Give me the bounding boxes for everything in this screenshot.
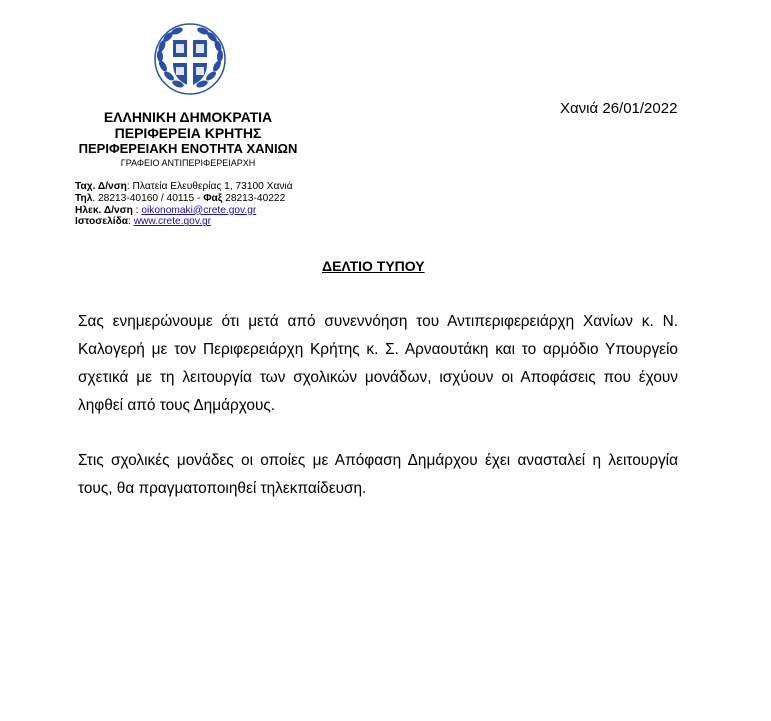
document-date: Χανιά 26/01/2022 — [560, 100, 678, 117]
org-line-region: ΠΕΡΙΦΕΡΕΙΑ ΚΡΗΤΗΣ — [114, 125, 262, 141]
website-separator: : — [128, 216, 134, 228]
contact-block — [75, 181, 310, 228]
address-label: Ταχ. Δ/νση — [75, 181, 127, 192]
phone-value: . 28213-40160 / 40115 - — [92, 192, 204, 204]
fax-label: Φαξ — [203, 192, 223, 204]
org-line-unit: ΠΕΡΙΦΕΡΕΙΑΚΗ ΕΝΟΤΗΤΑ ΧΑΝΙΩΝ — [78, 141, 298, 156]
body-paragraph: Σας ενημερώνουμε ότι μετά από συνεννόηση του Αντιπεριφερειάρχη Χανίων κ. Ν. Καλογερή με τον Περιφερειάρχη Κρήτης κ. Σ. Αρναουτάκη και το αρμόδιο Υπουργείο σχετικά με τη λειτουργία των σχολικών μονάδων, ισχύουν οι Αποφάσεις που έχουν ληφθεί από τους Δημάρχους. — [78, 313, 678, 414]
contact-email — [75, 205, 310, 217]
greek-state-emblem-icon — [153, 22, 227, 96]
press-release-title: ΔΕΛΤΙΟ ΤΥΠΟΥ — [322, 258, 425, 274]
contact-phone — [75, 193, 310, 205]
organization-header — [70, 109, 306, 169]
website-link[interactable]: www.crete.gov.gr — [133, 216, 212, 228]
email-label: Ηλεκ. Δ/νση — [75, 204, 133, 216]
email-separator: : — [132, 204, 142, 216]
fax-value: 28213-40222 — [222, 192, 286, 204]
org-line-republic: ΕΛΛΗΝΙΚΗ ΔΗΜΟΚΡΑΤΙΑ — [103, 109, 273, 125]
org-line-office: ΓΡΑΦΕΙΟ ΑΝΤΙΠΕΡΙΦΕΡΕΙΑΡΧΗ — [120, 158, 256, 168]
website-label: Ιστοσελίδα — [75, 216, 129, 228]
contact-website — [75, 216, 310, 228]
body-paragraph: Στις σχολικές μονάδες οι οποίες με Απόφαση Δημάρχου έχει ανασταλεί η λειτουργία τους, θα πραγματοποιηθεί τηλεκπαίδευση. — [78, 452, 678, 497]
contact-address — [75, 181, 310, 193]
address-value: : Πλατεία Ελευθερίας 1, 73100 Χανιά — [126, 181, 293, 192]
phone-label: Τηλ — [75, 192, 93, 204]
email-link[interactable]: oikonomaki@crete.gov.gr — [141, 204, 257, 216]
